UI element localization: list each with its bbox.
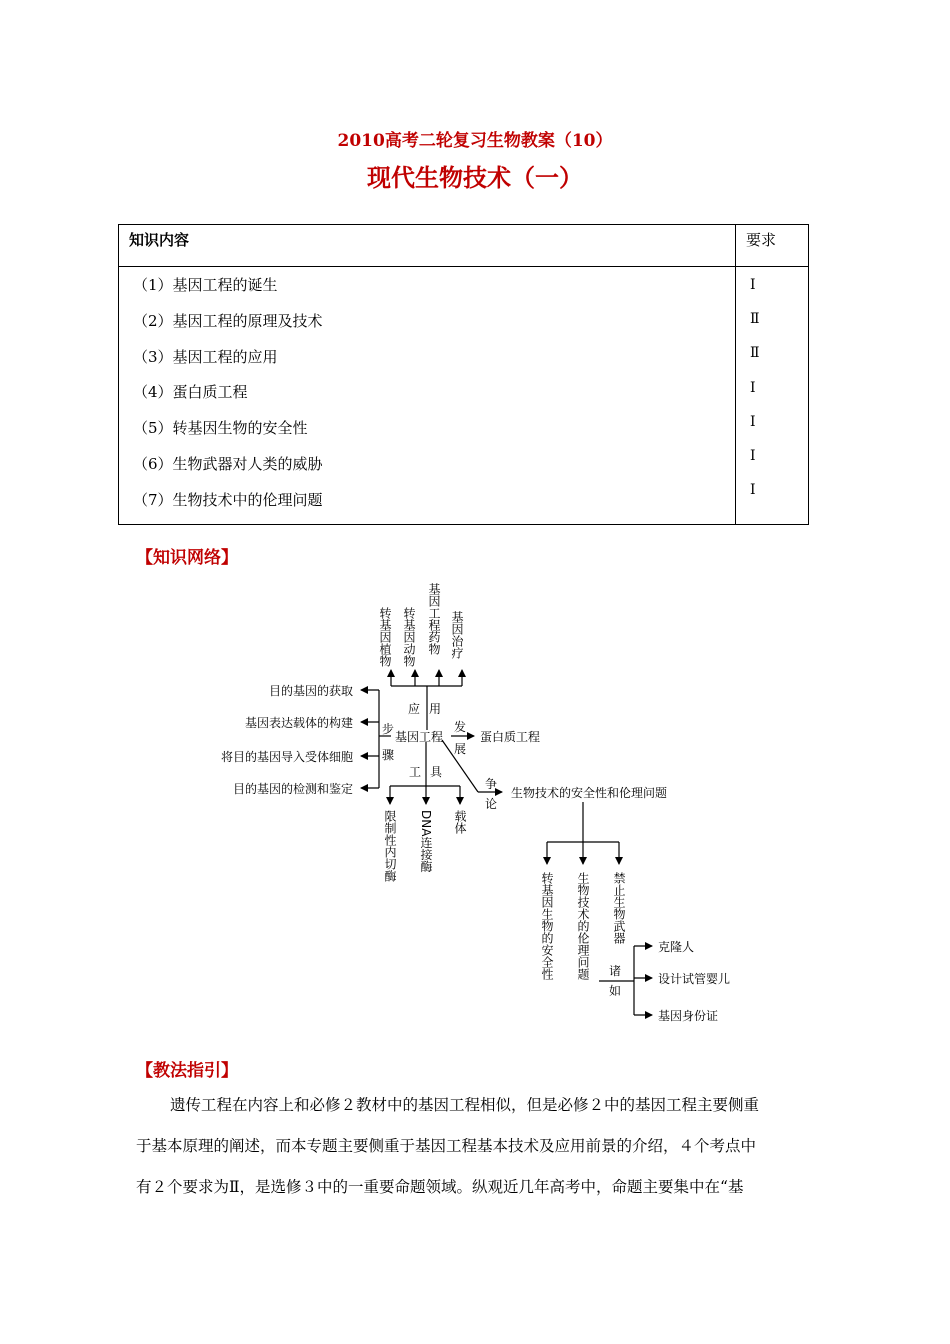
diagram-issue-3: 禁止生物武器 [612, 872, 626, 944]
diagram-label-tools-2: 具 [430, 765, 443, 779]
diagram-step-1: 目的基因的获取 [268, 684, 353, 698]
table-header-requirement: 要求 [736, 225, 809, 267]
diagram-protein-engineering: 蛋白质工程 [480, 730, 541, 744]
diagram-label-develop-1: 发 [454, 720, 467, 734]
paragraph-line: 有２个要求为Ⅱ，是选修３中的一重要命题领域。纵观近几年高考中，命题主要集中在“基 [136, 1178, 744, 1196]
diagram-label-dispute-2: 论 [485, 797, 498, 811]
diagram-label-steps-2: 骤 [382, 748, 395, 762]
diagram-application-2: 转基因动物 [402, 607, 416, 667]
diagram-label-dispute-1: 争 [485, 777, 498, 791]
table-header-content: 知识内容 [119, 225, 736, 267]
requirement-level: Ⅱ [750, 345, 760, 362]
diagram-application-1: 转基因植物 [378, 607, 392, 667]
requirement-level: Ⅰ [750, 447, 756, 464]
diagram-application-3: 基因工程药物 [427, 583, 441, 655]
diagram-label-apply-2: 用 [429, 702, 442, 716]
diagram-application-4: 基因治疗 [450, 611, 464, 659]
requirement-level: Ⅰ [750, 413, 756, 430]
table-items-cell [119, 267, 736, 525]
table-row: （6）生物武器对人类的威胁 [133, 454, 323, 473]
diagram-step-4: 目的基因的检测和鉴定 [232, 782, 353, 796]
page-title-line1: 2010高考二轮复习生物教案（10） [337, 131, 613, 151]
diagram-example-1: 克隆人 [658, 940, 695, 954]
diagram-tool-3: 载体 [453, 810, 467, 834]
table-row: （5）转基因生物的安全性 [133, 419, 308, 438]
diagram-example-2: 设计试管婴儿 [658, 972, 731, 986]
requirement-level: Ⅰ [750, 277, 756, 293]
requirement-level: Ⅰ [750, 379, 756, 396]
page-title-line2: 现代生物技术（一） [367, 163, 583, 192]
diagram-center-node: 基因工程 [395, 730, 444, 744]
diagram-label-apply-1: 应 [408, 702, 421, 716]
section-heading-teaching: 【教法指引】 [136, 1061, 238, 1081]
knowledge-network-diagram [195, 575, 755, 1030]
diagram-issue-1: 转基因生物的安全性 [540, 872, 554, 980]
diagram-label-develop-2: 展 [454, 742, 467, 756]
table-row: （2）基因工程的原理及技术 [133, 311, 323, 330]
diagram-tool-2: DNA连接酶 [419, 810, 433, 873]
requirement-level: Ⅱ [750, 311, 760, 328]
diagram-label-steps-1: 步 [382, 722, 395, 736]
paragraph-line: 于基本原理的阐述，而本专题主要侧重于基因工程基本技术及应用前景的介绍，４个考点中 [136, 1137, 757, 1155]
table-row: （7）生物技术中的伦理问题 [133, 490, 323, 509]
section-heading-network: 【知识网络】 [136, 548, 238, 568]
table-row: （3）基因工程的应用 [133, 347, 278, 366]
requirements-table [118, 224, 809, 525]
diagram-label-such-as-2: 如 [609, 984, 622, 998]
diagram-step-3: 将目的基因导入受体细胞 [220, 750, 353, 764]
teaching-paragraph [136, 1085, 816, 1208]
diagram-dispute-topic: 生物技术的安全性和伦理问题 [511, 786, 668, 800]
requirement-level: Ⅰ [750, 482, 756, 499]
table-row: （4）蛋白质工程 [133, 383, 248, 402]
diagram-label-tools-1: 工 [409, 765, 422, 779]
diagram-step-2: 基因表达载体的构建 [244, 716, 353, 730]
table-levels-cell [736, 267, 809, 525]
table-row: （1）基因工程的诞生 [133, 276, 278, 294]
diagram-example-3: 基因身份证 [658, 1009, 719, 1023]
diagram-tool-1: 限制性内切酶 [383, 810, 397, 882]
paragraph-line: 遗传工程在内容上和必修２教材中的基因工程相似，但是必修２中的基因工程主要侧重 [170, 1096, 760, 1114]
diagram-label-such-as-1: 诸 [609, 964, 622, 978]
diagram-issue-2: 生物技术的伦理问题 [576, 872, 590, 980]
